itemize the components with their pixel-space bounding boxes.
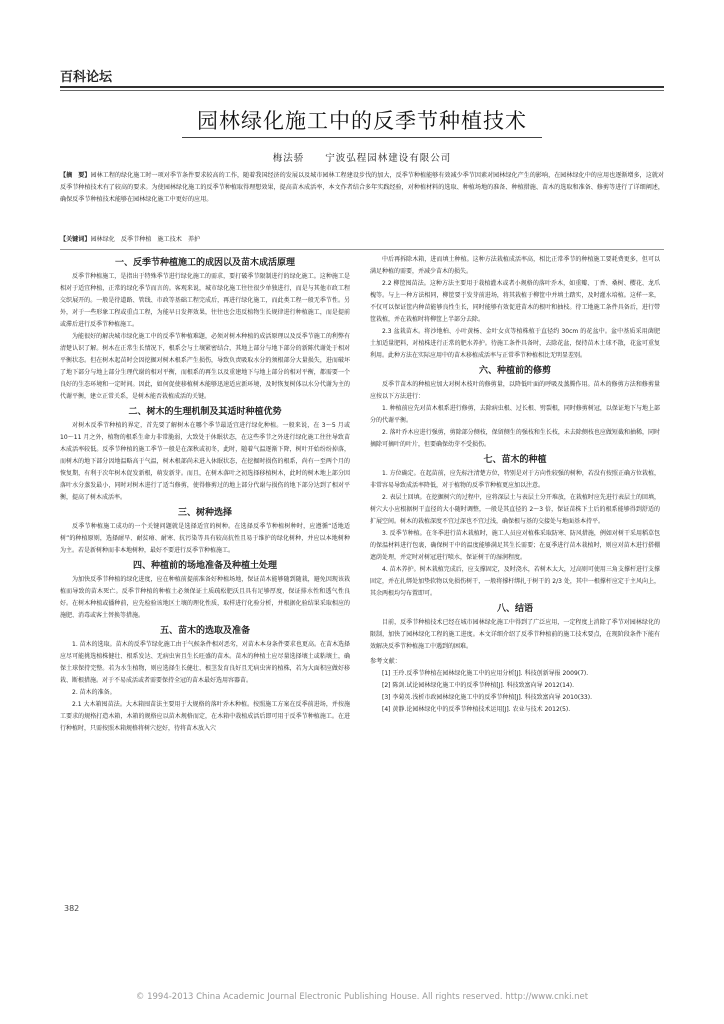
paragraph: 反季节种植施工成功的一个关键问题就是选择适宜的树种。在选择反季节种植树种时，应遵循“适地适树”的种植原则，选择耐旱、耐贫瘠、耐寒、抗污染等具有较高抗性且易于维护的绿化树种，并应以本地树种为主。若是新树种而非本地树种，最好不要进行反季节种植施工。 <box>60 523 350 554</box>
paragraph: 1. 种植前应先对苗木根系进行修剪，去除病虫根、过长根、劈裂根，同时修剪树冠，以保证地下与地上部分的代谢平衡。 <box>370 405 660 424</box>
paragraph: 2. 落叶乔木应进行强剪，剪除部分侧枝，保留侧生的强枝和生长枝，未去除侧枝也应做短截和抽稀，同时摘除可摘叶的叶片，但要确保幼芽不受损伤。 <box>370 429 660 448</box>
paragraph: 4. 苗木养护。树木栽植完成后，应支撑固定，及时浇水，若树木太大，过高则可使用三角支撑杆进行支撑固定，并在扎绑处加垫软物以免损伤树干，一般将撑杆绑扎于树干的 2/3 处，其中一根撑杆应定于主风向上，其余两根均匀布置即可。 <box>370 566 660 597</box>
paragraph: 目前，反季节种植技术已经在城市园林绿化施工中得到了广泛应用，一定程度上消除了季节对园林绿化的限制，加快了园林绿化工程的施工进度。本文详细介绍了反季节种植前的施工技术要点，在现阶段条件下能有效解决反季节种植施工中遇到的困难。 <box>370 619 660 650</box>
paragraph: 2.3 盆栽苗木。将沙地柏、小叶黄杨、金叶女贞等植株植于直径约 30cm 的花盆中。盆中基质采用菌肥土加适量肥料，对植株进行正常的肥水养护。待施工条件具备时，去除花盆，保持苗木土球不散，花盆可重复利用。此种方法在实际应用中的苗木移植成活率与正常季节种植相比无明显差别。 <box>370 328 660 359</box>
header-rule <box>60 86 664 88</box>
reference-item: [2] 陈剑.试论园林绿化施工中的反季节种植[J]. 科技致富向导 2012(14). <box>382 682 574 689</box>
abstract <box>60 170 664 206</box>
section-heading: 三、树种选择 <box>177 508 232 518</box>
paragraph: 2.2 柳筐囤苗法。这种方法主要用于栽植灌木或者小规格的落叶乔木，如重瓣、丁香、桑树、樱花、龙爪槐等。与上一种方法相同，柳筐要于发芽前进场，将其栽植于柳筐中并填土踏实，及时灌水培植。这样一来，不仅可以保证筐内种苗能够良性生长，同时能够有效促进苗木的根叶和抽枝。待工地施工条件具备后，进行带筐栽植，并在栽植时将柳筐上半部分去除。 <box>370 280 660 323</box>
section-heading: 一、反季节种植施工的成因以及苗木成活原理 <box>114 258 295 268</box>
paragraph: 2. 表层土回填。在挖掘树穴的过程中，应将深层土与表层土分开堆放，在栽植时应先进行表层土的回填，树穴大小应根据树干直径的大小随时调整，一般是其直径的 2～3 倍，保证苗株下土后的根系能够得到舒适的扩展空间。树木的栽植深度不宜过深也不宜过浅，确保根与基的交接处与地面基本持平。 <box>370 494 660 525</box>
paragraph: 为加快反季节种植的绿化进度，应在种植前提前准备好种植场地，保证苗木能够随到随栽，避免因现该栽植而导致的苗木死亡。反季节种植的种植土必须保证土质疏松肥沃且具有足够厚度，保证排水性和透气性良好。在树木种植或播种前，应先检验该地区土壤的理化性质，取样进行化验分析，并根据化验结果采取相应的施肥、消毒或客土替换等措施。 <box>60 576 350 619</box>
reference-item: [3] 李菊英.浅析市政园林绿化施工中的反季节种植[J]. 科技致富向导 2010(33). <box>382 694 592 701</box>
keywords-label: 【关键词】 <box>60 236 91 243</box>
paragraph: 2.1 大木箱囤苗法。大木箱囤苗法主要用于大规格的落叶乔木种植。按照施工方案在反季前进场，并按施工要求的规格打造木箱，木箱的规格应以苗木规格而定，在木箱中栽植成活后即可用于反季节种植施工。在进行种植时，只需按照木箱规格将树穴挖好，待将苗木放入穴 <box>60 701 350 732</box>
abstract-label: 【摘 要】 <box>60 172 91 179</box>
paragraph: 反季节苗木的种植应加大对树木枝叶的修剪量，以降低叶面的呼吸及蒸腾作用。苗木的修剪方法和修剪量应按以下方法进行： <box>370 381 660 400</box>
abstract-text: 园林工程的绿化施工时一项对季节条件要求较高的工作，随着我国经济的发展以及城市园林工程建设步伐的加大，反季节种植能够有效减少季节因素对园林绿化产生的影响，在园林绿化中的应用也逐渐增多，这就对反季节种植技术有了较高的要求。为使园林绿化施工的反季节种植取得理想效果，提高苗木成活率，本文作者结合多年实践经验，对种植材料的选取、种植场地的准备、种植措施、苗木的选取和准备、修剪等进行了详细阐述，确保反季节种植技术能够在园林绿化施工中更好的应用。 <box>60 172 665 203</box>
paragraph: 1. 方位确定。在起苗前，应先标注清楚方位，特别是对于方向性较强的树种，若没有按照正确方位栽植，非常容易导致成活率降低，对于植物的反季节种植更应加以注意。 <box>370 470 660 489</box>
paragraph: 2. 苗木的准备。 <box>72 689 116 696</box>
paragraph: 3. 反季节种植。在冬季进行苗木栽植时，施工人员应对植株采取防寒、防风措施，例如对树干采用稻草包的保温材料进行包裹，确保树干中的温度能够满足其生长需要；在夏季进行苗木栽植时，则应对苗木进行搭棚遮荫处理，并定时对树冠进行喷水，保证树干的湿润程度。 <box>370 530 660 561</box>
section-heading: 六、种植前的修剪 <box>478 366 551 376</box>
paragraph: 对树木反季节种植的界定，首先要了解树木在哪个季节最适宜进行绿化种植。一般来说，在 3～5 月或 10～11 月之外，植物的根系生命力非常脆弱，大致处于休眠状态，在这些季节之外进行绿化施工往往导致苗木成活率较低。反季节种植的施工季节一般是在深秋或初冬，此时，随着气温逐渐下降，树叶开始纷纷掉落，而树木的地下部分因地温略高于气温，树木根部尚未进入休眠状态，在挖掘时损伤的根系，尚有一至两个月的恢复期，有利于次年树木促发新根，萌发新芽。而且，在树木落叶之初选择移植树木，此时的树木地上部分因落叶水分蒸发最小，同时对树木进行了适当修剪，使得修剪过的地上部分代谢与损伤的地下部分达到了相对平衡，提高了树木成活率。 <box>60 422 350 501</box>
section-heading: 七、苗木的种植 <box>483 455 547 465</box>
keywords-text: 园林绿化 反季节种植 施工技术 养护 <box>90 236 201 243</box>
section-heading: 二、树木的生理机制及其适时种植优势 <box>128 407 282 417</box>
section-heading: 四、种植前的场地准备及种植土处理 <box>132 561 277 571</box>
keywords <box>60 234 664 246</box>
header-rule-thin <box>60 90 664 91</box>
section-label: 百科论坛 <box>60 70 113 85</box>
abstract-separator <box>60 249 664 250</box>
article-authors: 梅法骄 宁波弘程园林建设有限公司 <box>272 153 452 164</box>
copyright-notice: © 1994-2013 China Academic Journal Electronic Publishing House. All rights reserved. http://www.cnki.net <box>135 992 589 1002</box>
paragraph: 为能很好的解决城市绿化施工中的反季节种植难题，必须对树木种植的成活原理以及反季节施工的利弊有清楚认识了解。树木在正常生长情况下，根系会与土壤紧密结合，其地上部分与地下部分的新陈代谢处于相对平衡状态。但在树木起苗时会因挖掘对树木根系产生损伤，导致负责吸取水分的须根部分大量损失，进而破坏了地下部分与地上部分生理代谢的相对平衡，而根系的再生以及重建地下与地上部分的相对平衡，都需要一个良好的生态环境和一定时间。因此，如何促使移植树木能够迅速适应新环境，及时恢复树体以水分代谢为主的代谢平衡，建立正常关系，是树木能否栽植成活的关键。 <box>60 333 350 400</box>
reference-item: [1] 王玲.反季节种植在园林绿化施工中的应用分析[J]. 科技创新导报 2009(7). <box>382 670 589 677</box>
title-underline <box>182 137 542 138</box>
paragraph: 中后再拆除木箱，进而填土种植。这种方法栽植成活率高，相比正常季节的种植施工要耗费更多，但可以满足种植的需要，并减少苗木的损失。 <box>370 256 660 275</box>
body-column-left <box>60 254 350 735</box>
references-heading: 参考文献： <box>370 658 401 665</box>
reference-item: [4] 黄静.论园林绿化中的反季节种植技术运用[J]. 农业与技术 2012(5). <box>382 706 571 713</box>
section-heading: 八、结语 <box>496 604 533 614</box>
body-column-right <box>370 254 660 716</box>
paragraph: 1. 苗木的选取。苗木的反季节绿化施工由于气候条件相对恶劣，对苗木本身条件要求也更高。在苗木选择应尽可能挑选植株健壮、根系发达、无病虫害且生长旺盛的苗木。苗木的种植土应尽量选择壤土或粘壤土，确保土球保持完整。若为水生植物，则应选择生长健壮、根茎发育良好且无病虫害的植株，若为大面积应做好移栽、断根措施。对于不易成活或者需要保持全冠的苗木最好选用容器苗。 <box>60 641 350 684</box>
paragraph: 反季节种植施工，是指出于特殊季节进行绿化施工的需求，要打破季节限制进行的绿化施工。这种施工是相对于适宜种植，正常的绿化季节而言的。客观来说，城市绿化施工往往很少单独进行，而是与其他市政工程交织展开的。一般是待道路、管线、市政等基础工程完成后，再进行绿化施工，而此类工程一般无季节性。另外，对于一些形象工程或重点工程，为能早日发挥效果，往往也会违反植物生长规律进行种植施工，而是提前或滞后进行反季节种植施工。 <box>60 273 350 328</box>
article-title: 园林绿化施工中的反季节种植技术 <box>197 109 527 133</box>
section-heading: 五、苗木的选取及准备 <box>159 626 250 636</box>
page-number: 382 <box>64 904 80 913</box>
